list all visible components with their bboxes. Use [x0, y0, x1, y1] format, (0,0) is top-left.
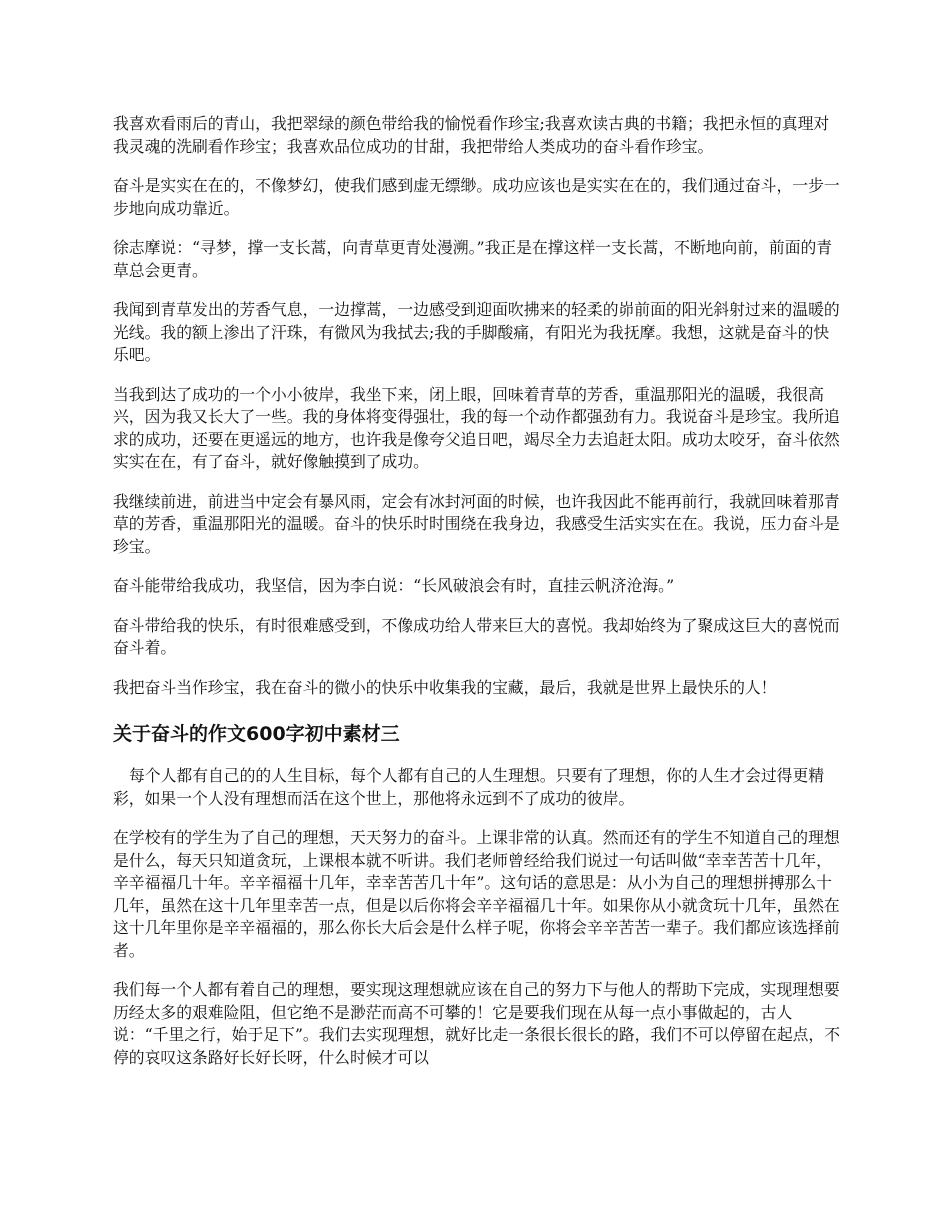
paragraph: 我闻到青草发出的芳香气息，一边撑蒿，一边感受到迎面吹拂来的轻柔的峁前面的阳光斜射过来的温暖的光线。我的额上渗出了汗珠，有微风为我拭去;我的手脚酸痛，有阳光为我抚摩。我想，这就是奋斗的快乐吧。 — [113, 300, 840, 364]
section-heading: 关于奋斗的作文600字初中素材三 — [113, 723, 400, 745]
paragraph: 在学校有的学生为了自己的理想，天天努力的奋斗。上课非常的认真。然而还有的学生不知道自己的理想是什么，每天只知道贪玩，上课根本就不听讲。我们老师曾经给我们说过一句话叫做“幸幸苦苦十几年，辛辛福福几十年。辛辛福福十几年，幸幸苦苦几十年”。这句话的意思是：从小为自己的理想拼搏那么十几年，虽然在这十几年里幸苦一点，但是以后你将会辛辛福福几十年。如果你从小就贪玩十几年，虽然在这十几年里你是辛辛福福的，那么你长大后会是什么样子呢，你将会辛辛苦苦一辈子。我们都应该选择前者。 — [113, 828, 840, 960]
paragraph: 我把奋斗当作珍宝，我在奋斗的微小的快乐中收集我的宝藏，最后，我就是世界上最快乐的人！ — [113, 677, 777, 697]
paragraph: 奋斗带给我的快乐，有时很难感受到，不像成功给人带来巨大的喜悦。我却始终为了聚成这巨大的喜悦而奋斗着。 — [113, 615, 840, 657]
paragraph: 我喜欢看雨后的青山，我把翠绿的颜色带给我的愉悦看作珍宝;我喜欢读古典的书籍；我把永恒的真理对我灵魂的洗刷看作珍宝；我喜欢品位成功的甘甜，我把带给人类成功的奋斗看作珍宝。 — [113, 114, 830, 156]
paragraph: 徐志摩说：“寻梦，撑一支长蒿，向青草更青处漫溯。”我正是在撑这样一支长蒿，不断地向前，前面的青草总会更青。 — [113, 238, 833, 280]
document-page — [113, 113, 843, 1086]
paragraph: 每个人都有自己的的人生目标，每个人都有自己的人生理想。只要有了理想，你的人生才会过得更精彩，如果一个人没有理想而活在这个世上，那他将永远到不了成功的彼岸。 — [113, 766, 825, 808]
paragraph: 我继续前进，前进当中定会有暴风雨，定会有冰封河面的时候，也许我因此不能再前行，我就回味着那青草的芳香，重温那阳光的温暖。奋斗的快乐时时围绕在我身边，我感受生活实实在在。我说，压力奋斗是珍宝。 — [113, 491, 840, 556]
paragraph: 我们每一个人都有着自己的理想，要实现这理想就应该在自己的努力下与他人的帮助下完成，实现理想要历经太多的艰难险阻，但它绝不是渺茫而高不可攀的！它是要我们现在从每一点小事做起的，古人说：“千里之行，始于足下”。我们去实现理想，就好比走一条很长很长的路，我们不可以停留在起点，不停的哀叹这条路好长好长呀，什么时候才可以 — [113, 980, 841, 1067]
paragraph: 奋斗能带给我成功，我坚信，因为李白说：“长风破浪会有时，直挂云帆济沧海。” — [113, 576, 675, 595]
paragraph: 奋斗是实实在在的，不像梦幻，使我们感到虚无缥缈。成功应该也是实实在在的，我们通过奋斗，一步一步地向成功靠近。 — [113, 176, 840, 218]
paragraph: 当我到达了成功的一个小小彼岸，我坐下来，闭上眼，回味着青草的芳香，重温那阳光的温暖，我很高兴，因为我又长大了一些。我的身体将变得强壮，我的每一个动作都强劲有力。我说奋斗是珍宝。我所追求的成功，还要在更遥远的地方，也许我是像夸父追日吧，竭尽全力去追赶太阳。成功太咬牙，奋斗依然实实在在，有了奋斗，就好像触摸到了成功。 — [113, 384, 840, 471]
